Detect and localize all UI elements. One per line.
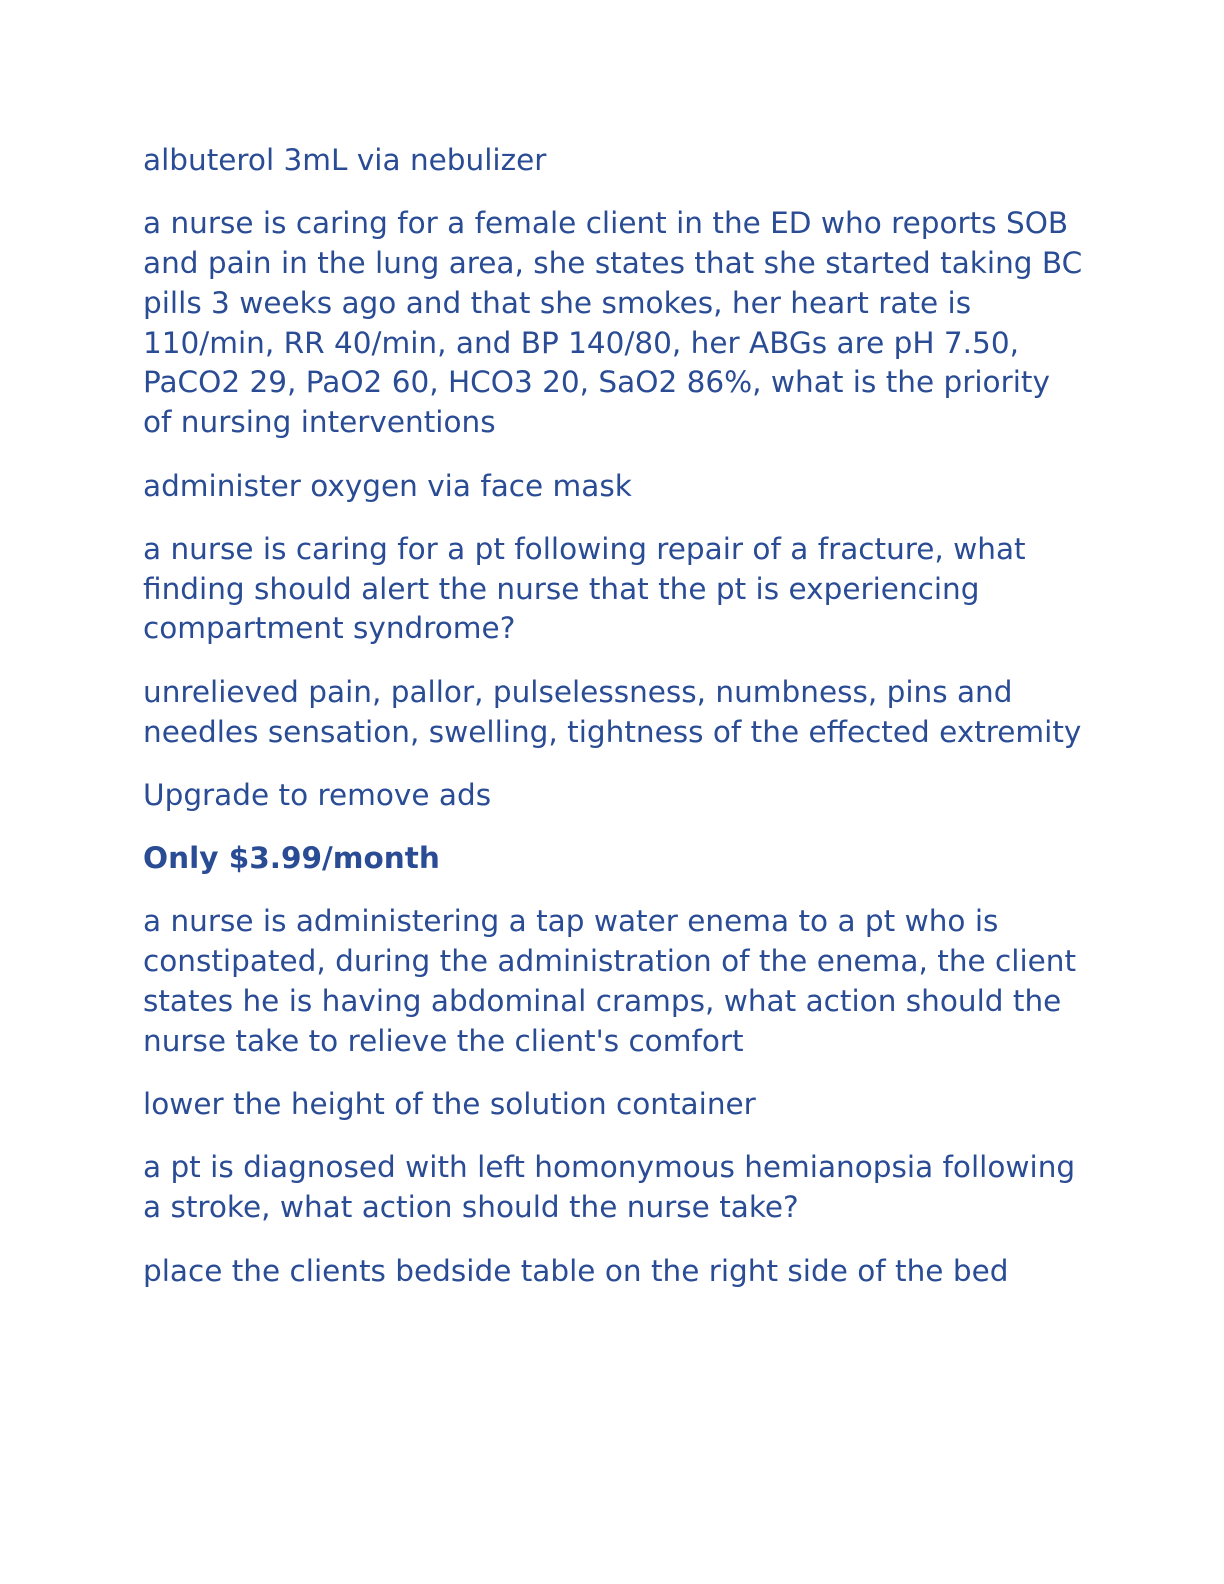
question-enema-cramps: a nurse is administering a tap water enema to a pt who is constipated, during the administration of the enema, the client states he is having abdominal cramps, what action should the nurse take to relieve the client's comfort [143, 904, 1077, 1058]
answer-bedside-table: place the clients bedside table on the right side of the bed [143, 1253, 1009, 1288]
question-sob-client: a nurse is caring for a female client in the ED who reports SOB and pain in the lung area, she states that she started taking BC pills 3 weeks ago and that she smokes, her heart rate is 110/min, RR 40/min, and BP 140/80, her ABGs are pH 7.50, PaCO2 29, PaO2 60, HCO3 20, SaO2 86%, what is the priority of nursing interventions [143, 206, 1083, 440]
price-text: Only $3.99/month [143, 841, 440, 876]
answer-lower-container: lower the height of the solution container [143, 1087, 756, 1122]
answer-oxygen-face-mask: administer oxygen via face mask [143, 468, 632, 503]
answer-albuterol: albuterol 3mL via nebulizer [143, 143, 547, 177]
document-page [143, 141, 1083, 1315]
question-compartment-syndrome: a nurse is caring for a pt following repair of a fracture, what finding should alert the nurse that the pt is experiencing compartment syndrome? [143, 531, 1026, 646]
upgrade-link[interactable]: Upgrade to remove ads [143, 777, 492, 812]
question-hemianopsia: a pt is diagnosed with left homonymous hemianopsia following a stroke, what action should the nurse take? [143, 1150, 1076, 1225]
answer-compartment-findings: unrelieved pain, pallor, pulselessness, numbness, pins and needles sensation, swelling, tightness of the effected extremity [143, 674, 1082, 749]
